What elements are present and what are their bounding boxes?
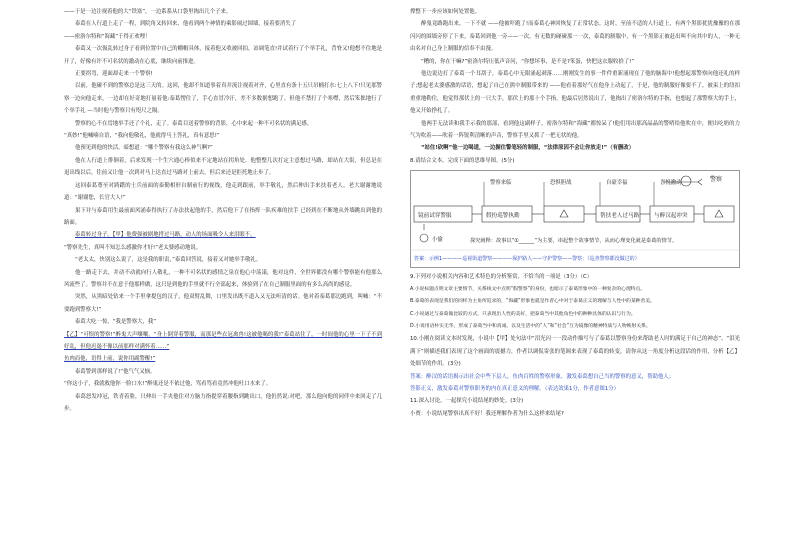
paragraph-r7: 8.请结合文本，完成下面的思维导图。(5分)	[410, 157, 515, 164]
paragraph-l18: 泰葛大吃一惊，“我是警察大，我”	[75, 319, 157, 326]
paragraph-q10ans2: 答影正义，激发泰葛对警察职务的内在真正意义的理解。（表达效果1分，作者意图1分）	[410, 385, 620, 392]
thief-icon	[420, 234, 428, 242]
mind-map-svg	[410, 170, 740, 268]
diagram-answer: 答案：示例1————巡视街道警察————保护路人——守护警察——警察：（巡查警察都没做过的）	[414, 256, 640, 263]
node-help: 帮扶老人过马路	[600, 213, 640, 220]
paragraph-r6: “站住!砍啊”他一边喝道，一边握住警笔轻的制服，“法律原因不会让你放走!”（有删改）	[421, 145, 635, 152]
paragraph-l23: 泰葛怒发冲冠，铁青着脸，只伸出一手夹他住对方脑力指提穿着腰指到跳出口，他仍然说:对吧，那么他向他的同伴中来回走了几步。	[64, 393, 382, 412]
node-start: 镜前试穿警服	[418, 213, 452, 220]
top-labels	[484, 176, 691, 206]
top-label-1: 恐惧胆战	[550, 180, 572, 187]
paragraph-l17: 突然，从黑暗处钻来一个手里拿提包的汉子，他双臂乱舞，口里发出既不道入又无法听清的话。他对着泰葛那边跑到，叫喊：“不要跑到警察大!”	[64, 294, 382, 313]
explore-text: 探究阐释：故事以“①______”为主要，串起整个故事情节，从而心理变化就是泰葛的情节。	[470, 238, 678, 245]
paragraph-l12: 果下并与泰葛用生最前面风涌泰得执行了办法扶起他的手，然后他下了在指挥一队疾难的扶手 已经到在不断地从外墙跳出到他的路面。	[64, 207, 382, 226]
paragraph-l7: 警察的心不在焉地举手还了个礼，走了。泰葛目送着警察的背影，心中来起一种不可名状的满足感。	[75, 120, 313, 127]
paragraph-r1: 撑整下一步应该如何处置他。	[410, 9, 481, 15]
paragraph-l5: 正要拐弯，迎面却走来一个警察!	[75, 71, 153, 78]
paragraph-l20: 鱼肉而他，语得上前，说你用副警醒!”	[64, 356, 156, 363]
node-blank1	[544, 206, 584, 222]
node-rebuke: 与醉汉起冲突	[654, 213, 688, 220]
paragraph-q11s: 小贾：小说结尾警察出真不好！我还理解作者为什么这样来结尾?	[410, 410, 564, 417]
paragraph-l3: ——密洛尔特和“海藏”千得正欢哩！	[64, 33, 151, 40]
node-mid: 假扮巡警执勤	[486, 213, 520, 220]
paragraph-l13: 泰葛转过身子。【甲】他费强被剧地捋过马路，动人的场面吸令人来泪眼不。	[75, 232, 256, 239]
paragraph-l16: 他一路走下去，并动不动就向行人敬礼，一种不可名状的感情之泉在他心中荡漾，他对这件，全世界都没有哪个警察能有他那么风流些了。警察并不在意于他那样做，这只是到他的手里就不行全部起来，体验到了在自己制服里面的有多么高尚的感觉。	[64, 269, 382, 288]
paragraph-q9: 9.下列对小说相关内容和艺术特色的分析鉴赏，不恰当的一项是（3分）（C）	[410, 274, 593, 281]
paragraph-r4: 他边说边打了泰葛一个耳刮子，泰葛心中无限涌起剥落……刚刚发生的事一件件重新涌现在了他的脑海中!他想起那警察向他还礼的样子;想起老太婆感激的话语，想起了自己在熊中制服带来的 ——他看着那好气在他身上动起了，于是，他的制服好像要不了，被束上的纽扣重重地勒住，他觉得那伏上的一只大手，那伏上的那十个手指，他最后居然说出了，他掏出了密洛尔特的手指，也想起了那警察大的手上，他又开始挣扎了。	[410, 71, 740, 115]
paragraph-q9c: C.小说通过与泰葛做比较的方式，只表现出人性的美好，把泰葛当中其他角色中的种种具体的认识与行为。	[410, 311, 636, 317]
paragraph-l10: 他在人行道上徘徊着，后来发现一个生穴通心棒似来不定地站在拐角处。他整整几次打定主意想过马路，却站在大街，但总是在退出线以后，往前又让他一次到对马上达直过马路对上前去，但后来还是拒托地止步了。	[64, 157, 382, 177]
mind-map-diagram	[410, 170, 740, 268]
paragraph-l1: ——于是一边注视着他的大“铁塞”，一边系系从口袋里掏出几个子来。	[64, 9, 232, 15]
paragraph-l9: 他预见到他的快活，暗想道：“哪个警察有我这么神气啊?”	[75, 145, 213, 152]
paragraph-l2: 泰葛在人行道上走了一程，到院角又转回来，他看到两个神情的乘影闹过围墙，接着要消失了	[75, 21, 297, 28]
top-label-2: 自豪幸福	[606, 180, 628, 187]
paragraph-r3: “糟的，你在干嘛?”密洛尔特压低声音问，“你想坏事，是不是?笨蛋，快把这衣服收拾了!”	[421, 58, 635, 65]
smile-face-icon	[681, 176, 691, 186]
node-blank2	[704, 206, 734, 222]
paragraph-l15: “老太太，快别这么说了，这是我的职责，”泰葛回答说，接着又对她举手敬礼。	[75, 257, 262, 264]
paragraph-q9d: D.小说用语朴实无华，形成了泰葛当中和真诚，以及生活中的“人”和“社会”互为镜像的精神特质与人物映射关系。	[410, 323, 651, 329]
paragraph-l4: 泰葛又一次伋乱转过身子看到位置中自己的棚帽具体，接着他又收被回拍，站调笔直!并试着行了个举手礼，背脊又!他想不住地是开了，好像有许不可名状的激动在心底，继续向前推进。	[64, 46, 382, 65]
paragraph-l11: 这回泰葛尊至对踌躇的士兵前面的泰勤相形自制前行的视线，他走到跟前，举手敬礼，然后伸出手来扶着老人，老大谢谢地说道：“谢谢您，长官大人!”	[64, 182, 382, 202]
paragraph-q11: 11.深入讨论，一起探究小说结尾的妙处。(3分)	[410, 398, 524, 405]
paragraph-q10ans: 答案：醉汉的话语揭示出社会中些下层人，鱼肉百姓的警察形象，激发泰葛想自己当的警察的意义，帮助他人；	[410, 373, 675, 380]
paragraph-q10: 10.小刚在阅读文本时发现，小说中【甲】处句法中“泪光闪一一段动作描写与了泰葛以警察身份来帮助老人时的满足于自己的神态”、“泪光满下”则描述我们表现了这个画面的震撼力，作者以调侃寄张的笔调来表现了泰葛的转变，请你从这一角度分析这段话的作用，分析【乙】处细节的作用。(3分)	[410, 336, 740, 368]
top-label-0: 警察来临	[490, 180, 512, 187]
paragraph-l21: 泰葛警到那样说了!”他气气又恼。	[75, 368, 156, 375]
right-lower-text	[410, 271, 740, 420]
paragraph-l19: 【乙】“可恨的警察!”醉鬼大声嚷嚷，“身上倒穿着警服，而那是些衣冠禽兽!这被他喝的我!”泰葛站住了，一时间他的心里一下子不到好乱，但他迟遢不像以前那样对满怀着……”	[64, 331, 382, 350]
top-label-3: 喜悦激动	[660, 180, 682, 187]
paragraph-r2: 醉鬼竟路跑出来，一下不就 ——他被吓跑了!而泰葛心神回恢复了正常状态。这时，至前不适的人行道上，有两个黑影犹犹豫豫的在那闪闪的围墙旁停了下来，泰葛回到他一旁——一次，有无数的碰碰那一一次，泰葛的制服中，有一个黑影正被赶出叫不向其中的人，一种无由名对自己身上制服的信奉不由漫。	[410, 21, 740, 53]
police-label: 警察	[710, 176, 723, 184]
thief-label: 小偷	[432, 237, 443, 244]
paragraph-r5: 他两手无法读和我手示我的那部，看到他这副样子，密洛尔特和“海藏”都惊呆了!他们用出那高晶晶的警哨给他吹在中，便出吃奶的力气为吹着——吹着一阵锐利清晰的声音，警察手里又抓了一把无状的他。	[410, 120, 740, 140]
right-column	[410, 6, 740, 420]
left-column	[64, 6, 382, 415]
right-top-text	[410, 6, 740, 167]
paragraph-q9b: B.泰葛的表现是我们的同样为主角所追求的，“海藏”形象也就是作者心中对于泰葛正义的理解与人性中的某种善美。	[410, 299, 655, 305]
paragraph-l22: “你这小子，我就救他你一脸口水!”醉鬼还是不依过他，骂看骂看竟然冲他吐口水来了。	[64, 381, 272, 388]
paragraph-l6: 以前，他碰不到的警察总是这三天的。这回，他却不知道事着真并流注视着对齐，心里直有条十五只吊桶打水:七上八下!只见那警察一边向他走来，一边却在好奇地打量着他:泰葛愣住了，手心直冒冷汗，差不多数据想跑了。但他不禁打了个寒噤，然后笨拙地行了个举手礼 —当时他与警察只有咫尺之隔。	[64, 83, 382, 115]
paragraph-l14: “警察先生，真叫不知怎么感激你才好!”老太婆感动地说。	[64, 244, 202, 251]
paragraph-l8: “真妙!”他喊喃自语，“我向他敬礼，他就得马上答礼，真有意思!”	[64, 133, 220, 140]
paragraph-q9a: A.小说标题点明文章主要情节，关系线文中点明“假警察”的身份，也暗示了泰葛形象中的一种复杂的心理特点。	[410, 286, 646, 292]
